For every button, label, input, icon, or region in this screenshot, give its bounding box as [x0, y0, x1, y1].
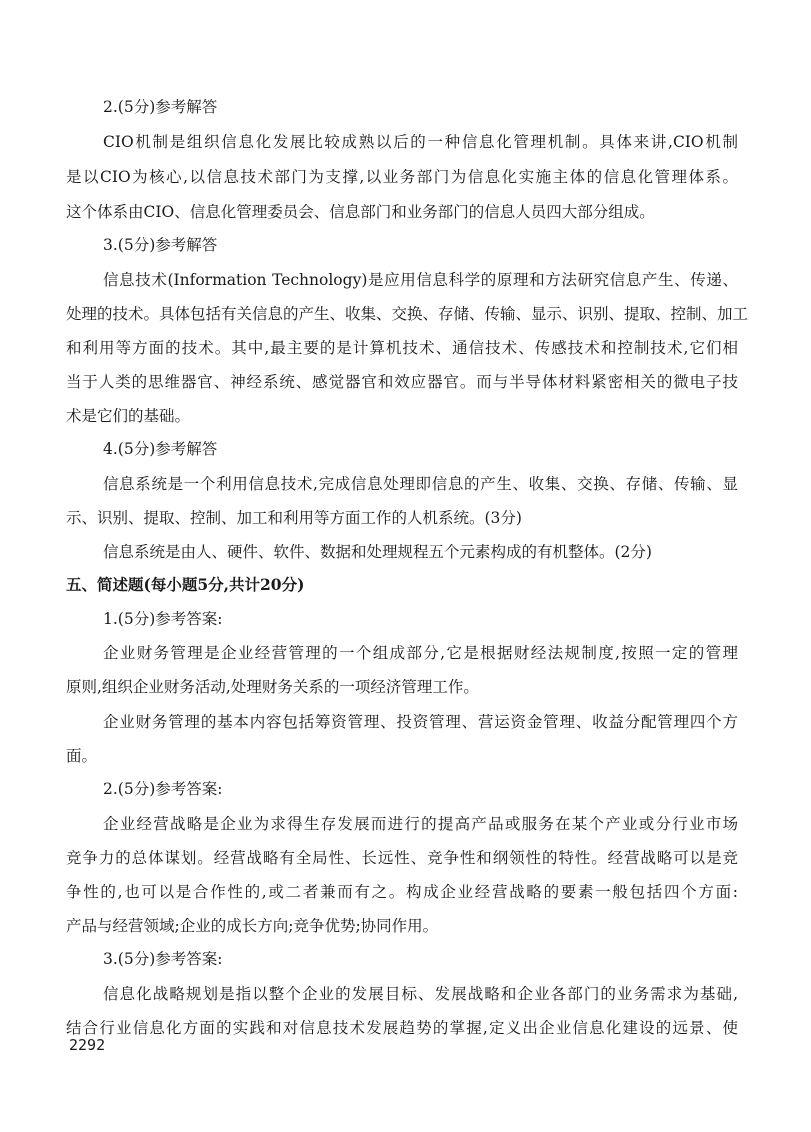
page-number: 2292 [69, 1036, 106, 1054]
answer-heading: 2.(5分)参考答案: [103, 780, 223, 798]
text-line: 术是它们的基础。 [66, 407, 191, 425]
answer-heading: 3.(5分)参考解答 [103, 236, 218, 254]
text-line: 信息技术(Information Technology)是应用信息科学的原理和方法研究信息产生、传递、 [103, 271, 738, 289]
text-line: 信息系统是一个利用信息技术,完成信息处理即信息的产生、收集、交换、存储、传输、显 [103, 475, 738, 493]
answer-heading: 2.(5分)参考解答 [103, 98, 218, 116]
text-line: 结合行业信息化方面的实践和对信息技术发展趋势的掌握,定义出企业信息化建设的远景、使 [66, 1019, 738, 1037]
text-line: 企业经营战略是企业为求得生存发展而进行的提高产品或服务在某个产业或分行业市场 [103, 815, 738, 833]
text-line: 原则,组织企业财务活动,处理财务关系的一项经济管理工作。 [66, 678, 479, 696]
text-line: 示、识别、提取、控制、加工和利用等方面工作的人机系统。(3分) [66, 509, 522, 527]
text-line: 这个体系由CIO、信息化管理委员会、信息部门和业务部门的信息人员四大部分组成。 [66, 203, 655, 221]
text-line: 和利用等方面的技术。其中,最主要的是计算机技术、通信技术、传感技术和控制技术,它们相 [66, 339, 738, 357]
text-line: 处理的技术。具体包括有关信息的产生、收集、交换、存储、传输、显示、识别、提取、控制、加工 [66, 305, 749, 323]
text-line: 面。 [66, 747, 98, 765]
answer-heading: 1.(5分)参考答案: [103, 610, 223, 628]
answer-heading: 3.(5分)参考答案: [103, 950, 223, 968]
answer-heading: 4.(5分)参考解答 [103, 440, 218, 458]
section-heading: 五、简述题(每小题5分,共计20分) [66, 575, 305, 594]
text-line: 企业财务管理是企业经营管理的一个组成部分,它是根据财经法规制度,按照一定的管理 [103, 644, 738, 662]
text-line: 信息系统是由人、硬件、软件、数据和处理规程五个元素构成的有机整体。(2分) [103, 543, 652, 561]
text-line: 是以CIO为核心,以信息技术部门为支撑,以业务部门为信息化实施主体的信息化管理体系。 [66, 168, 738, 186]
text-line: 竞争力的总体谋划。经营战略有全局性、长远性、竞争性和纲领性的特性。经营战略可以是竞 [66, 849, 738, 867]
text-line: 当于人类的思维器官、神经系统、感觉器官和效应器官。而与半导体材料紧密相关的微电子技 [66, 373, 738, 391]
text-line: CIO机制是组织信息化发展比较成熟以后的一种信息化管理机制。具体来讲,CIO机制 [103, 133, 738, 151]
text-line: 产品与经营领域;企业的成长方向;竞争优势;协同作用。 [66, 917, 439, 935]
text-line: 争性的,也可以是合作性的,或二者兼而有之。构成企业经营战略的要素一般包括四个方面: [66, 883, 738, 901]
text-line: 企业财务管理的基本内容包括筹资管理、投资管理、营运资金管理、收益分配管理四个方 [103, 713, 738, 731]
text-line: 信息化战略规划是指以整个企业的发展目标、发展战略和企业各部门的业务需求为基础, [103, 985, 738, 1003]
